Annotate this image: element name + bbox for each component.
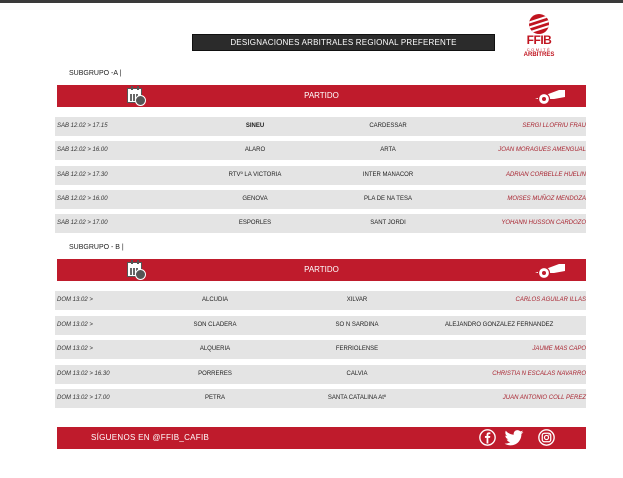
header-label: PARTIDO [304,265,339,274]
table-row [55,389,586,408]
match-date: SAB 12.02 > 17.30 [57,172,108,178]
referee-name: JOAN MORAGUES AMENGUAL [498,147,586,153]
home-team: ESPORLES [238,220,272,226]
follow-us-text: SÍGUENOS EN @FFIB_CAFIB [91,433,210,442]
header-label: PARTIDO [304,91,339,100]
match-date: DOM 13.02 > [57,322,93,328]
twitter-icon[interactable] [503,429,525,446]
table-row [55,365,586,384]
ffib-logo [520,14,554,66]
home-team: GENOVA [242,196,268,202]
home-team: RTVº LA VICTORIA [228,172,282,178]
table-row [55,291,586,310]
referee-name: CHRISTIA N ESCALAS NAVARRO [492,371,586,377]
referee-name: JAUME MAS CAPO [532,346,586,352]
match-date: DOM 13.02 > 16.30 [57,371,110,377]
match-date: DOM 13.02 > [57,297,93,303]
away-team: CALVIA [346,371,368,377]
away-team: CARDESSAR [369,123,407,129]
subgroup-a-header [57,85,586,107]
referee-name: SERGI LLOFRIU FRAU [522,123,586,129]
table-row [55,166,586,185]
footer-bar [57,427,586,449]
top-border [0,0,623,3]
instagram-icon[interactable] [538,429,555,446]
referee-name: ALEJANDRO GONZALEZ FERNANDEZ [445,322,554,328]
home-team: SINEU [245,123,265,129]
home-team: SON CLADERA [193,322,237,328]
ball-icon [529,14,549,34]
table-row [55,117,586,136]
logo-line3: ARBITRES [523,52,555,58]
away-team: SO N SARDINA [335,322,379,328]
away-team: INTER MANACOR [362,172,414,178]
subgroup-b-label: SUBGRUPO - B | [69,244,124,251]
away-team: PLA DE NA TESA [364,196,412,202]
referee-name: ADRIAN CORBELLE HUELIN [505,172,586,178]
table-row [55,214,586,233]
away-team: XILVAR [346,297,368,303]
referee-name: CARLOS AGUILAR ILLAS [515,297,586,303]
home-team: PORRERES [198,371,232,377]
subgroup-a-label: SUBGRUPO -A | [69,70,122,77]
page-title: DESIGNACIONES ARBITRALES REGIONAL PREFERENTE [192,34,495,51]
match-date: SAB 12.02 > 16.00 [57,147,108,153]
match-date: DOM 13.02 > 17.00 [57,395,110,401]
logo-brand: FFIB [526,33,552,47]
home-team: ALCUDIA [201,297,228,303]
match-date: SAB 12.02 > 16.00 [57,196,108,202]
away-team: FERRIOLENSE [335,346,379,352]
subgroup-b-header [57,259,586,281]
match-date: DOM 13.02 > [57,346,93,352]
referee-name: YOHANN HUSSON CARDOZO [501,220,586,226]
table-row [55,340,586,359]
home-team: ALQUERIA [199,346,231,352]
table-row [55,316,586,335]
home-team: ALARO [244,147,266,153]
whistle-icon [532,87,570,105]
whistle-icon [532,261,570,279]
home-team: PETRA [204,395,225,401]
match-date: SAB 12.02 > 17.00 [57,220,108,226]
match-date: SAB 12.02 > 17.15 [57,123,108,129]
away-team: SANTA CATALINA Atº [327,395,387,401]
referee-name: JUAN ANTONIO COLL PEREZ [502,395,586,401]
away-team: SANT JORDI [370,220,406,226]
away-team: ARTA [380,147,396,153]
table-row [55,190,586,209]
facebook-icon[interactable] [479,429,496,446]
logo-line2: COMITÈ [526,47,552,52]
table-row [55,141,586,160]
referee-name: MOISES MUÑOZ MENDOZA [507,196,586,202]
